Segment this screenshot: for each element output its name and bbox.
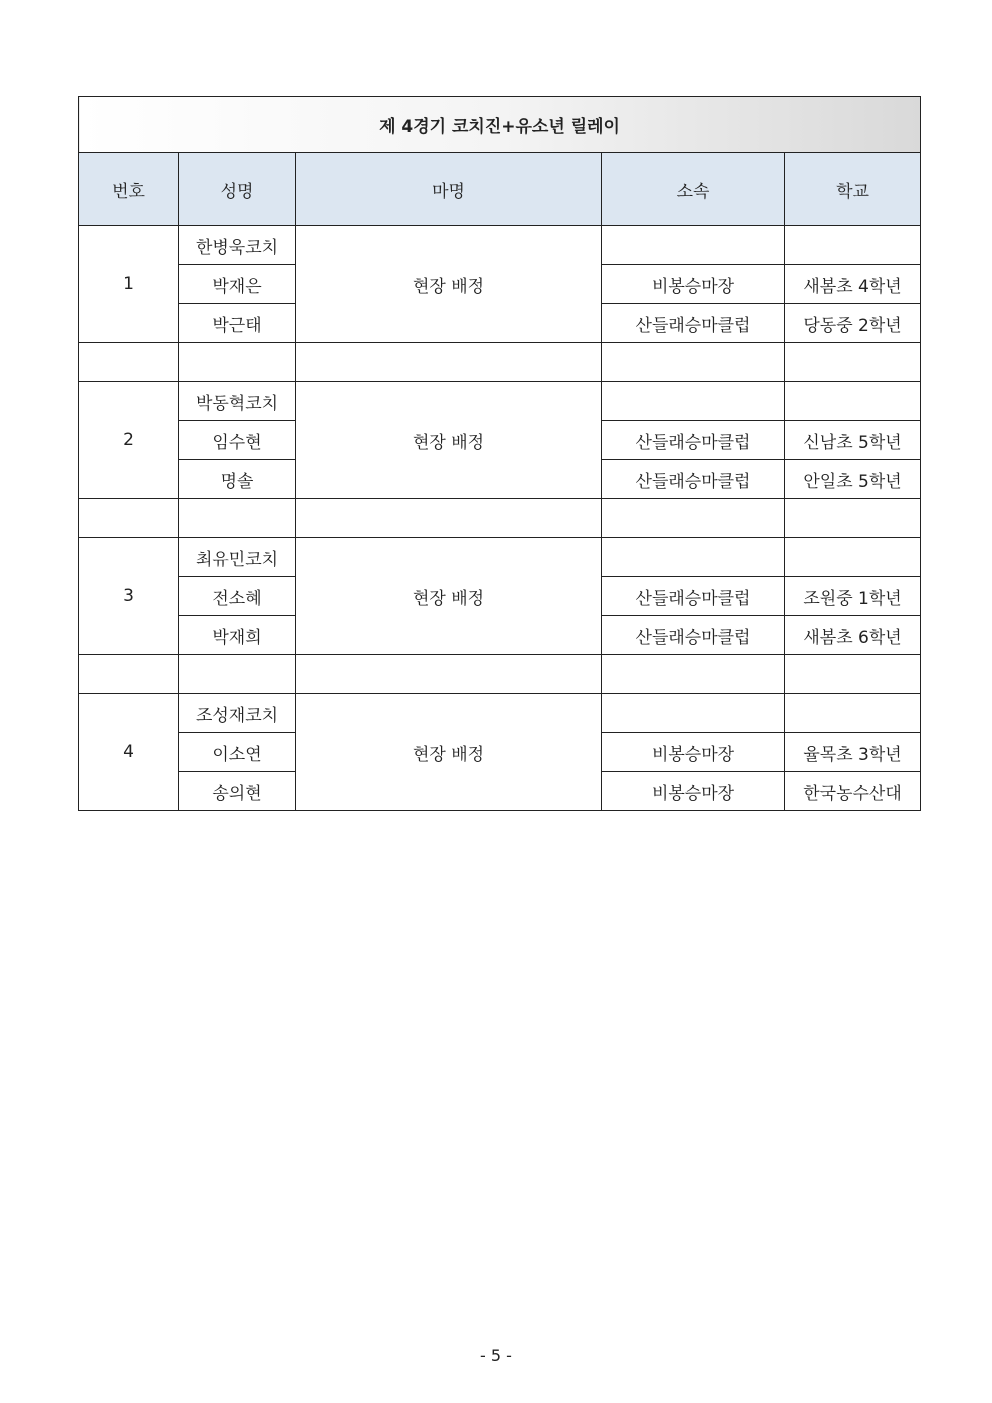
relay-roster-sheet xyxy=(78,96,920,811)
table-title-row xyxy=(79,97,921,153)
member-name-cell: 명솔 xyxy=(179,460,296,499)
table-row xyxy=(79,538,921,577)
header-horse: 마명 xyxy=(296,153,602,226)
school-cell: 신남초 5학년 xyxy=(785,421,921,460)
empty-cell xyxy=(79,499,179,538)
empty-cell xyxy=(179,343,296,382)
horse-cell: 현장 배정 xyxy=(296,226,602,343)
school-cell xyxy=(785,694,921,733)
member-name-cell: 박재희 xyxy=(179,616,296,655)
affiliation-cell: 산들래승마클럽 xyxy=(602,421,785,460)
table-row xyxy=(79,226,921,265)
member-name-cell: 박동혁코치 xyxy=(179,382,296,421)
header-school: 학교 xyxy=(785,153,921,226)
member-name-cell: 송의현 xyxy=(179,772,296,811)
affiliation-cell: 비봉승마장 xyxy=(602,733,785,772)
affiliation-cell: 산들래승마클럽 xyxy=(602,304,785,343)
horse-cell: 현장 배정 xyxy=(296,538,602,655)
school-cell: 당동중 2학년 xyxy=(785,304,921,343)
member-name-cell: 전소혜 xyxy=(179,577,296,616)
header-number: 번호 xyxy=(79,153,179,226)
affiliation-cell: 비봉승마장 xyxy=(602,772,785,811)
column-header-row xyxy=(79,153,921,226)
member-name-cell: 조성재코치 xyxy=(179,694,296,733)
affiliation-cell xyxy=(602,538,785,577)
empty-cell xyxy=(79,655,179,694)
group-number-cell: 4 xyxy=(79,694,179,811)
affiliation-cell xyxy=(602,694,785,733)
roster-body xyxy=(79,226,921,811)
school-cell: 새봄초 4학년 xyxy=(785,265,921,304)
school-cell: 율목초 3학년 xyxy=(785,733,921,772)
affiliation-cell xyxy=(602,226,785,265)
empty-cell xyxy=(602,655,785,694)
spacer-row xyxy=(79,499,921,538)
school-cell xyxy=(785,382,921,421)
empty-cell xyxy=(179,655,296,694)
page-number: - 5 - xyxy=(480,1346,512,1365)
empty-cell xyxy=(179,499,296,538)
empty-cell xyxy=(296,343,602,382)
member-name-cell: 최유민코치 xyxy=(179,538,296,577)
school-cell xyxy=(785,538,921,577)
group-number-cell: 3 xyxy=(79,538,179,655)
horse-cell: 현장 배정 xyxy=(296,382,602,499)
empty-cell xyxy=(602,499,785,538)
school-cell: 한국농수산대 xyxy=(785,772,921,811)
member-name-cell: 이소연 xyxy=(179,733,296,772)
school-cell: 안일초 5학년 xyxy=(785,460,921,499)
school-cell: 조원중 1학년 xyxy=(785,577,921,616)
group-number-cell: 2 xyxy=(79,382,179,499)
member-name-cell: 한병욱코치 xyxy=(179,226,296,265)
horse-cell: 현장 배정 xyxy=(296,694,602,811)
group-number-cell: 1 xyxy=(79,226,179,343)
empty-cell xyxy=(785,343,921,382)
relay-roster-table xyxy=(78,96,921,811)
affiliation-cell xyxy=(602,382,785,421)
member-name-cell: 박재은 xyxy=(179,265,296,304)
school-cell: 새봄초 6학년 xyxy=(785,616,921,655)
table-title: 제 4경기 코치진+유소년 릴레이 xyxy=(79,97,921,153)
member-name-cell: 임수현 xyxy=(179,421,296,460)
header-name: 성명 xyxy=(179,153,296,226)
empty-cell xyxy=(296,655,602,694)
empty-cell xyxy=(79,343,179,382)
empty-cell xyxy=(602,343,785,382)
spacer-row xyxy=(79,655,921,694)
affiliation-cell: 산들래승마클럽 xyxy=(602,460,785,499)
table-row xyxy=(79,382,921,421)
empty-cell xyxy=(296,499,602,538)
member-name-cell: 박근태 xyxy=(179,304,296,343)
table-row xyxy=(79,694,921,733)
affiliation-cell: 산들래승마클럽 xyxy=(602,577,785,616)
affiliation-cell: 비봉승마장 xyxy=(602,265,785,304)
empty-cell xyxy=(785,655,921,694)
school-cell xyxy=(785,226,921,265)
spacer-row xyxy=(79,343,921,382)
empty-cell xyxy=(785,499,921,538)
affiliation-cell: 산들래승마클럽 xyxy=(602,616,785,655)
header-affiliation: 소속 xyxy=(602,153,785,226)
